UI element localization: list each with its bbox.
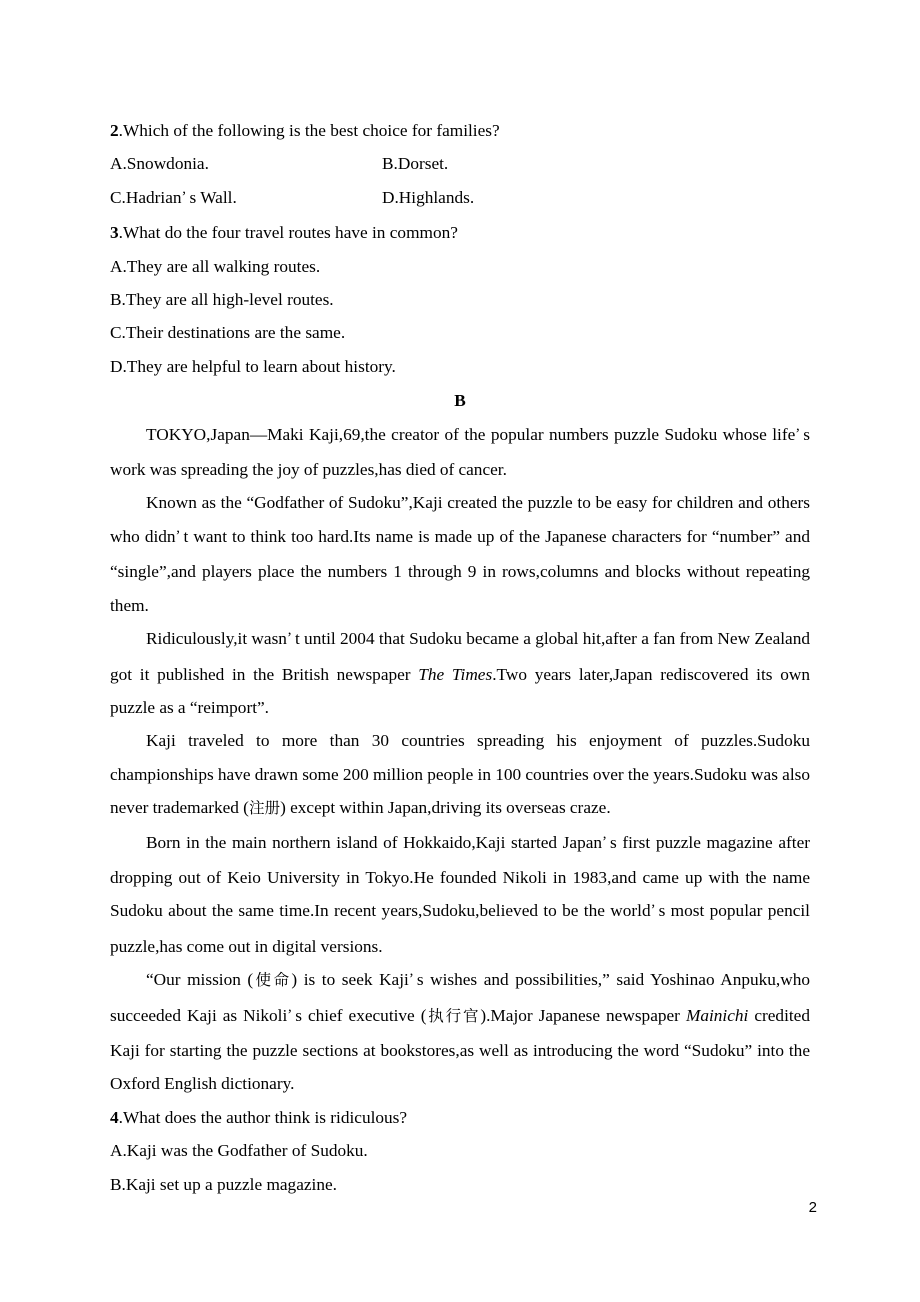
paragraph-5-part-2: s first puzzle magazine after dropping out of Keio University in Tokyo.He founded Nikoli in 1983,and came up with the name Sudoku about the same time.In recent years,Sudoku,believed to be the world — [110, 832, 810, 921]
question-4-option-b[interactable]: B.Kaji set up a puzzle magazine. — [110, 1174, 337, 1194]
newspaper-title-mainichi: Mainichi — [685, 1005, 749, 1025]
newspaper-title-the-times: The Times — [418, 664, 493, 684]
paragraph-5-part-3: s most popular pencil puzzle,has come out in digital versions. — [110, 901, 810, 956]
question-3-option-a[interactable]: A.They are all walking routes. — [110, 256, 321, 276]
paragraph-2-part-1: Known as the “Godfather of Sudoku”,Kaji created the puzzle to be easy for children and others who didn — [110, 493, 810, 546]
paragraph-1-part-1: TOKYO,Japan—Maki Kaji,69,the creator of the popular numbers puzzle Sudoku whose life — [146, 424, 796, 444]
apostrophe-glyph: ’ — [795, 425, 801, 442]
apostrophe-glyph: ’ — [287, 1006, 293, 1023]
paragraph-4-part-1: Kaji traveled to more than 30 countries spreading his enjoyment of puzzles.Sudoku championships have drawn some 200 million people in 100 countries over the years.Sudoku was also never trademarked ( — [110, 731, 810, 818]
question-3-option-d[interactable]: D.They are helpful to learn about history. — [110, 356, 396, 376]
question-2-option-b[interactable]: B.Dorset. — [382, 154, 449, 174]
paragraph-1-part-2: s work was spreading the joy of puzzles,has died of cancer. — [110, 424, 810, 480]
question-4-option-a[interactable]: A.Kaji was the Godfather of Sudoku. — [110, 1141, 368, 1161]
question-4-number: 4 — [110, 1107, 119, 1127]
paragraph-2-part-2: t want to think too hard.Its name is made up of the Japanese characters for “number” and “single”,and players place the numbers 1 through 9 in rows,columns and blocks without repeating them. — [110, 526, 810, 615]
question-2-number: 2 — [110, 121, 119, 140]
question-2-options-row-2 — [110, 181, 810, 216]
question-2-options-row-1 — [110, 147, 810, 180]
passage-paragraph-6 — [110, 963, 810, 1101]
question-2-option-c-pre: C.Hadrian — [110, 187, 182, 207]
paragraph-6-part-3: s wishes and possibilities,” said Yoshinao Anpuku,who succeeded Kaji as Nikoli — [110, 970, 810, 1025]
question-4-prompt — [110, 1101, 810, 1134]
question-3-text: .What do the four travel routes have in common? — [118, 223, 458, 243]
gloss-shiming: 使命 — [253, 971, 292, 990]
question-2-text: .Which of the following is the best choice for families? — [118, 121, 500, 140]
paragraph-6-part-4: s chief executive ( — [295, 1005, 427, 1025]
question-2-prompt — [110, 114, 810, 147]
question-4-text: .What does the author think is ridiculous? — [118, 1107, 408, 1127]
section-letter-heading: B — [454, 391, 466, 411]
gloss-zhixingguan: 执行官 — [426, 1006, 481, 1025]
question-3-prompt — [110, 216, 810, 249]
apostrophe-glyph: ’ — [602, 833, 608, 850]
question-3-number: 3 — [110, 223, 119, 243]
paragraph-6-part-5: ).Major Japanese newspaper — [480, 1005, 686, 1025]
paragraph-4-part-2: ) except within Japan,driving its overseas craze. — [280, 798, 611, 818]
passage-paragraph-3 — [110, 622, 810, 724]
page-content — [110, 114, 810, 1201]
apostrophe-glyph: ’ — [650, 902, 656, 919]
paragraph-6-part-1: “Our mission ( — [146, 970, 254, 990]
page-number: 2 — [808, 1199, 817, 1216]
question-2-option-d[interactable]: D.Highlands. — [382, 187, 475, 207]
passage-paragraph-2 — [110, 486, 810, 622]
apostrophe-glyph: ’ — [175, 527, 181, 544]
passage-paragraph-4 — [110, 724, 810, 825]
paragraph-3-part-1: Ridiculously,it wasn — [146, 629, 287, 649]
paragraph-5-part-1: Born in the main northern island of Hokkaido,Kaji started Japan — [146, 832, 603, 852]
gloss-zhuce: 注册 — [248, 799, 281, 818]
paragraph-3-part-2: t until 2004 that Sudoku became a global hit,after a fan from New Zealand got it published in the British newspaper — [110, 629, 811, 684]
paragraph-3-part-3: .Two years later,Japan rediscovered its own puzzle as a “reimport”. — [110, 664, 810, 717]
question-3-option-b[interactable]: B.They are all high-level routes. — [110, 290, 334, 310]
question-2-option-c-post: s Wall. — [189, 187, 237, 207]
passage-paragraph-5 — [110, 826, 810, 964]
paragraph-6-part-6: credited Kaji for starting the puzzle sections at bookstores,as well as introducing the word “Sudoku” into the Oxford English dictionary. — [110, 1005, 810, 1094]
question-2-option-c[interactable] — [110, 181, 382, 216]
apostrophe-glyph: ’ — [286, 630, 292, 647]
apostrophe-glyph: ’ — [181, 188, 187, 205]
passage-paragraph-1 — [110, 418, 810, 487]
question-2-option-a[interactable]: A.Snowdonia. — [110, 154, 209, 174]
question-4-block — [110, 1101, 810, 1201]
paragraph-6-part-2: ) is to seek Kaji — [291, 970, 409, 990]
question-3-option-c[interactable]: C.Their destinations are the same. — [110, 323, 346, 343]
apostrophe-glyph: ’ — [408, 971, 414, 988]
